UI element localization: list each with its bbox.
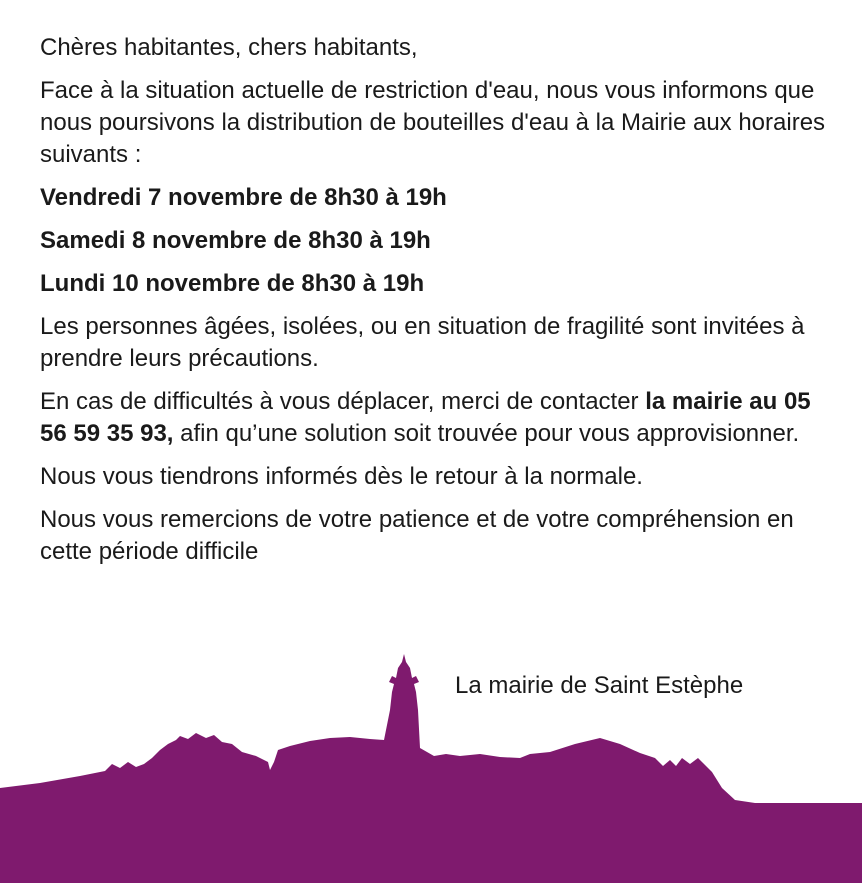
- schedule-saturday: Samedi 8 novembre de 8h30 à 19h: [40, 227, 431, 254]
- town-skyline-icon: [0, 640, 862, 883]
- letter-body: [40, 32, 840, 579]
- signature: La mairie de Saint Estèphe: [455, 672, 744, 699]
- schedule-friday: Vendredi 7 novembre de 8h30 à 19h: [40, 184, 447, 211]
- contact-paragraph: [40, 386, 840, 450]
- thanks-paragraph: Nous vous remercions de votre patience et de votre compréhension en cette période difficile: [40, 506, 794, 565]
- contact-text-before: En cas de difficultés à vous déplacer, merci de contacter: [40, 388, 646, 415]
- vulnerable-notice: Les personnes âgées, isolées, ou en situation de fragilité sont invitées à prendre leurs précautions.: [40, 313, 805, 372]
- schedule-monday: Lundi 10 novembre de 8h30 à 19h: [40, 270, 425, 297]
- greeting: Chères habitantes, chers habitants,: [40, 34, 418, 61]
- intro-paragraph: Face à la situation actuelle de restriction d'eau, nous vous informons que nous poursivons la distribution de bouteilles d'eau à la Mairie aux horaires suivants :: [40, 77, 826, 168]
- contact-phone: la mairie au 05 56 59 35 93,: [40, 388, 811, 447]
- contact-text-after: afin qu’une solution soit trouvée pour vous approvisionner.: [173, 420, 800, 447]
- skyline-silhouette: [0, 654, 862, 883]
- update-notice: Nous vous tiendrons informés dès le retour à la normale.: [40, 463, 643, 490]
